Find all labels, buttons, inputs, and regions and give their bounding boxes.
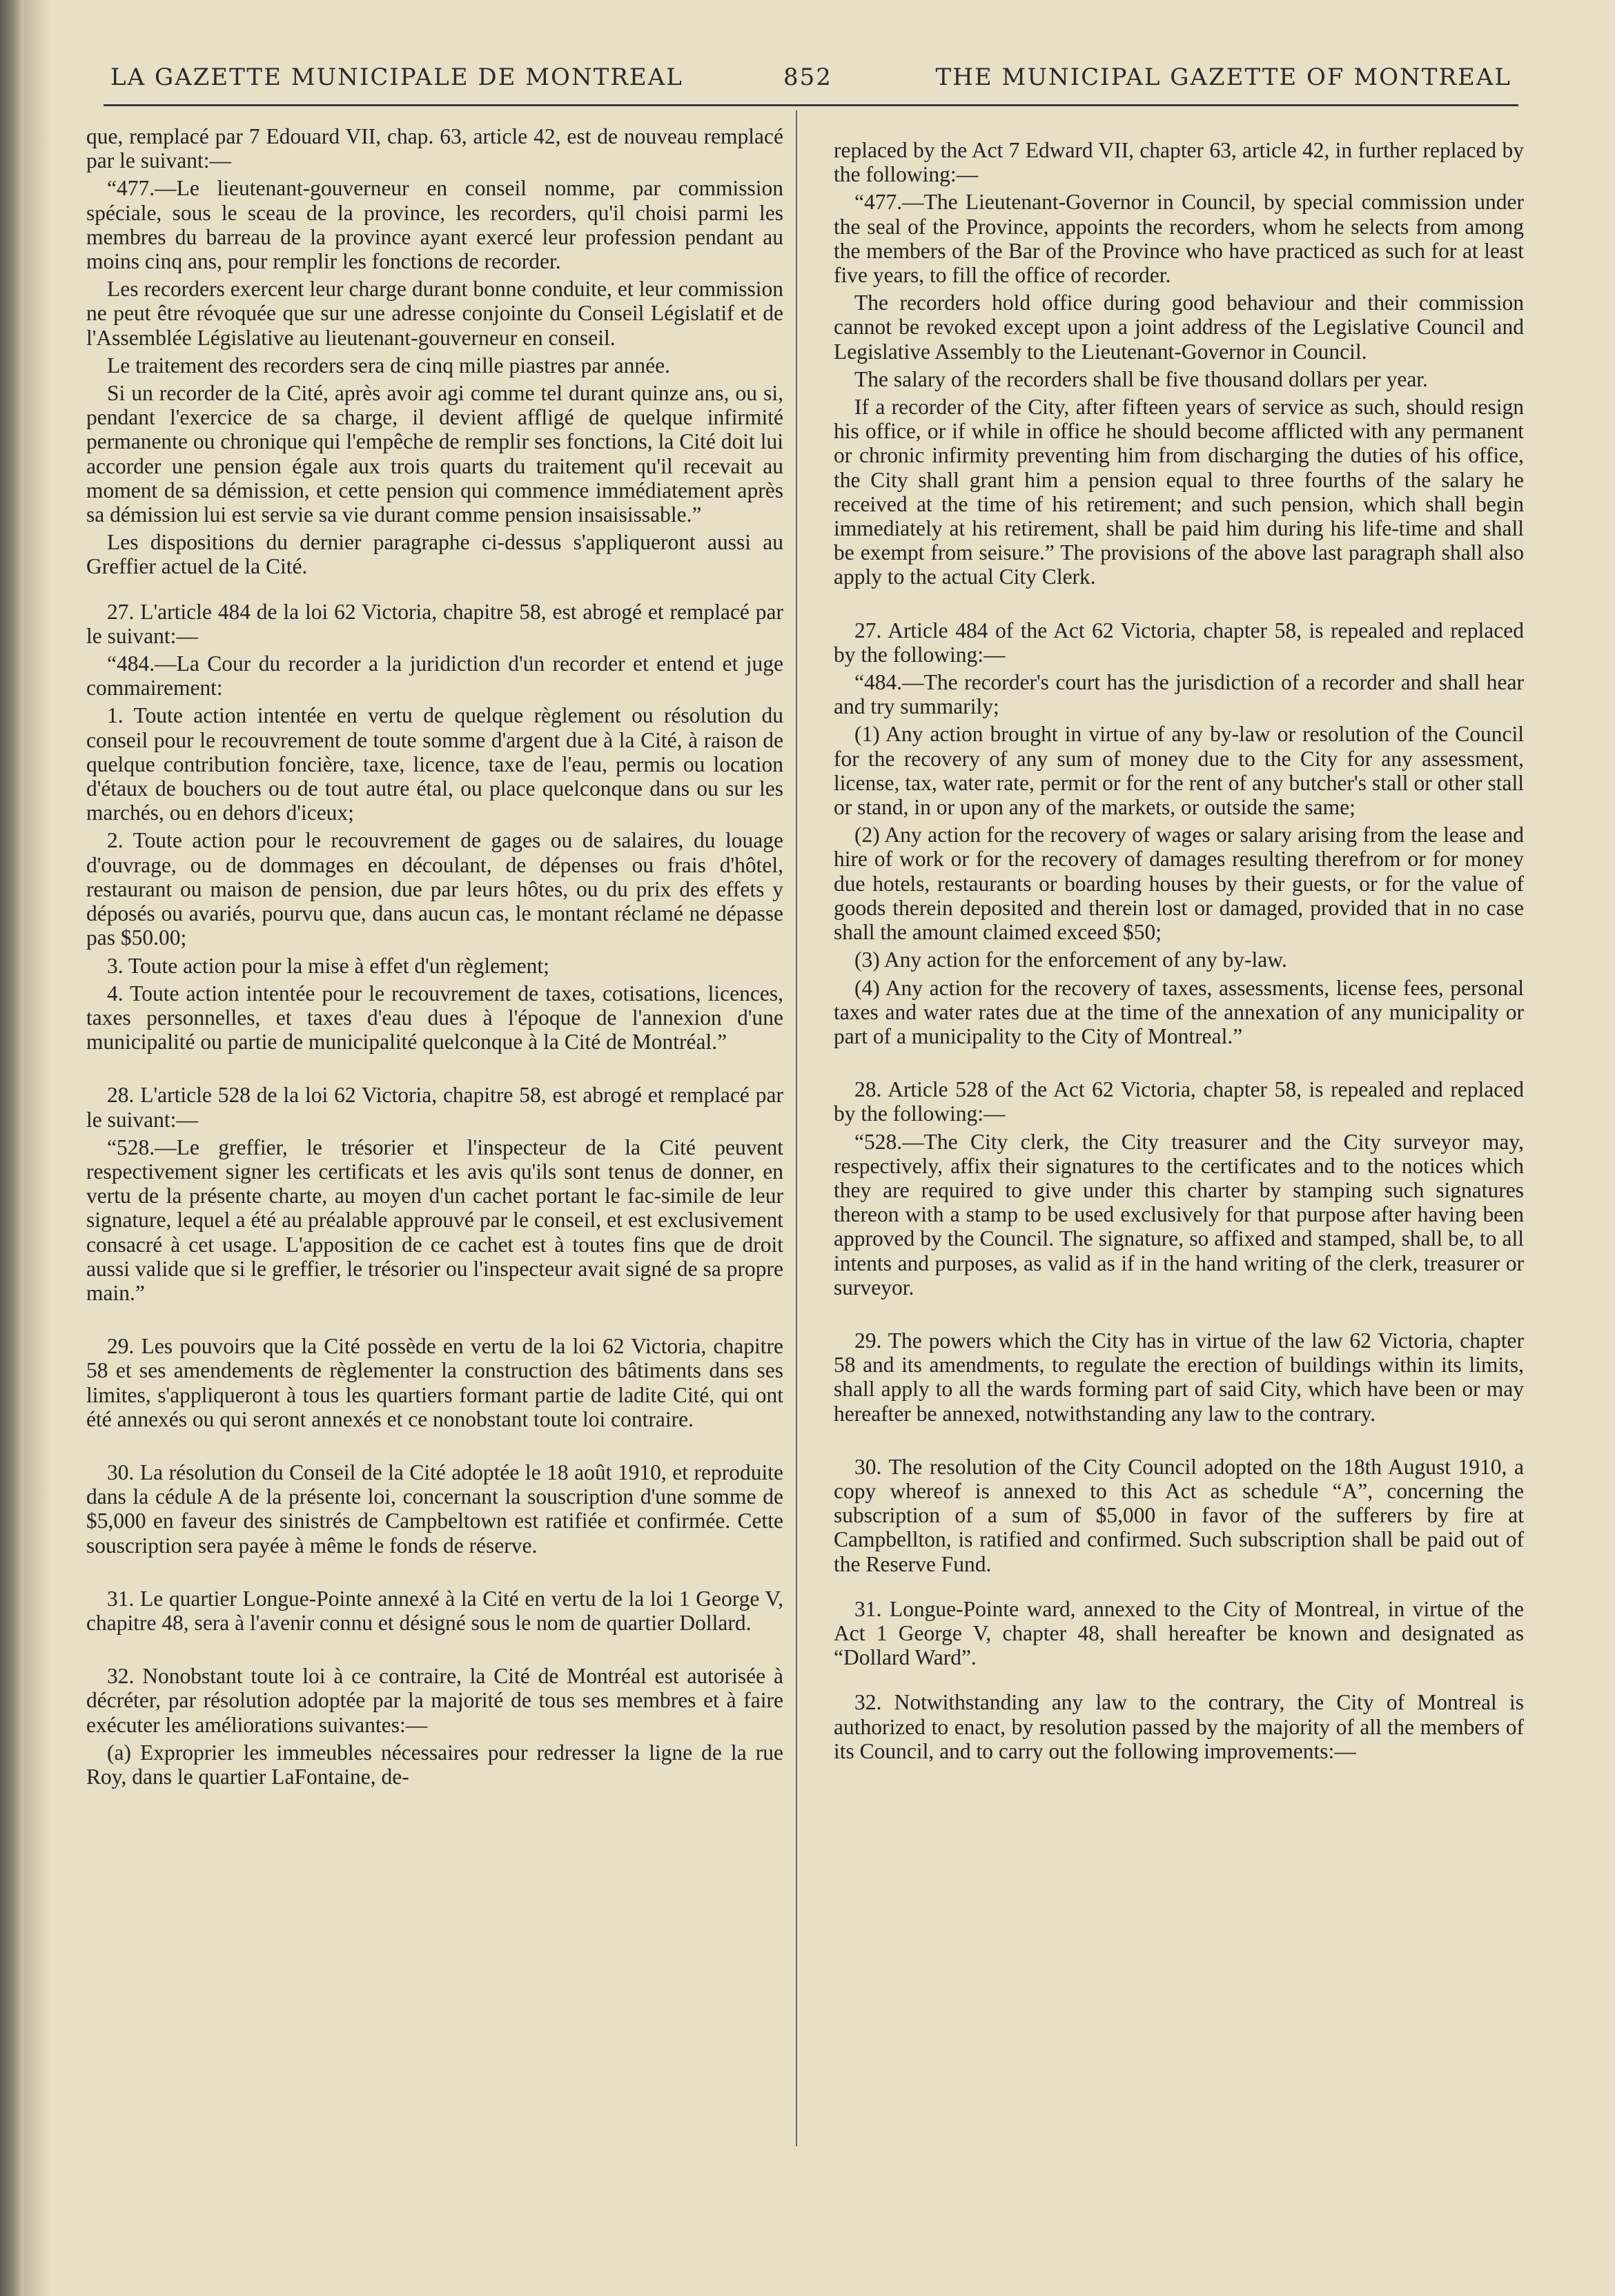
paragraph: “477.—The Lieutenant-Governor in Council, by special commission under the seal of the Province, appoints the recorders, whom he selects from among the members of the Bar of the Province who have practiced as such for at least five years, to fill the office of recorder. xyxy=(834,190,1524,288)
section-28: 28. Article 528 of the Act 62 Victoria, chapter 58, is repealed and replaced by the following:— xyxy=(834,1077,1524,1126)
section-32: 32. Notwithstanding any law to the contrary, the City of Montreal is authorized to enact, by resolution passed by the majority of all the members of its Council, and to carry out the following improvements:— xyxy=(834,1690,1524,1763)
paragraph: If a recorder of the City, after fifteen years of service as such, should resign his office, or if while in office he should become afflicted with any permanent or chronic infirmity preventing him from discharging the duties of his office, the City shall grant him a pension equal to three fourths of the salary he received at the time of his retirement; and such pension, which shall begin immediately at his retirement, shall be paid him during his life-time and shall be exempt from seisure.” The provisions of the above last paragraph shall also apply to the actual City Clerk. xyxy=(834,395,1524,589)
section-27: 27. L'article 484 de la loi 62 Victoria, chapitre 58, est abrogé et remplacé par le suivant:— xyxy=(86,599,783,648)
french-column xyxy=(86,124,783,1792)
paragraph: Les dispositions du dernier paragraphe ci-dessus s'appliqueront aussi au Greffier actuel de la Cité. xyxy=(86,530,783,579)
paragraph: Le traitement des recorders sera de cinq mille piastres par année. xyxy=(107,353,671,377)
section-28: 28. L'article 528 de la loi 62 Victoria, chapitre 58, est abrogé et remplacé par le suivant:— xyxy=(86,1083,783,1132)
section-31: 31. Longue-Pointe ward, annexed to the City of Montreal, in virtue of the Act 1 George V, chapter 48, shall hereafter be known and designated as “Dollard Ward”. xyxy=(834,1596,1524,1670)
paragraph: Si un recorder de la Cité, après avoir agi comme tel durant quinze ans, ou si, pendant l'exercice de sa charge, il devient affligé de quelque infirmité permanente ou chronique qui l'empêche de remplir ses fonctions, la Cité doit lui accorder une pension égale aux trois quarts du traitement qu'il recevait au moment de sa démission, et cette pension qui commence immédiatement après sa démission lui est servie sa vie durant comme pension insaisissable.” xyxy=(86,381,783,527)
column-divider xyxy=(796,110,797,2146)
paragraph: que, remplacé par 7 Edouard VII, chap. 63, article 42, est de nouveau remplacé par le suivant:— xyxy=(86,124,783,173)
header-english-title: THE MUNICIPAL GAZETTE OF MONTREAL xyxy=(935,63,1511,91)
section-29: 29. Les pouvoirs que la Cité possède en vertu de la loi 62 Victoria, chapitre 58 et ses amendements de règlementer la construction des bâtiments dans ses limites, s'appliqueront à tous les quartiers formant partie de ladite Cité, qui ont été annexés ou qui seront annexés et ce nonobstant toute loi contraire. xyxy=(86,1334,783,1431)
paragraph: “477.—Le lieutenant-gouverneur en conseil nomme, par commission spéciale, sous le sceau de la province, les recorders, qu'il choisi parmi les membres du barreau de la province ayant exercé leur profession pendant au moins cinq ans, pour remplir les fonctions de recorder. xyxy=(86,176,783,274)
paragraph: replaced by the Act 7 Edward VII, chapter 63, article 42, in further replaced by the following:— xyxy=(834,138,1524,187)
paragraph: “484.—La Cour du recorder a la juridiction d'un recorder et entend et juge commairement: xyxy=(86,651,783,700)
header-rule xyxy=(104,104,1518,106)
section-30: 30. The resolution of the City Council adopted on the 18th August 1910, a copy whereof is annexed to this Act as schedule “A”, concerning the subscription of a sum of $5,000 in favor of the sufferers by fire at Campbellton, is ratified and confirmed. Such subscription shall be paid out of the Reserve Fund. xyxy=(834,1454,1524,1576)
page-number: 852 xyxy=(783,63,832,91)
running-header xyxy=(110,55,1511,104)
paragraph: (a) Exproprier les immeubles nécessaires pour redresser la ligne de la rue Roy, dans le quartier LaFontaine, de- xyxy=(86,1740,783,1789)
section-27: 27. Article 484 of the Act 62 Victoria, chapter 58, is repealed and replaced by the following:— xyxy=(834,618,1524,667)
section-32: 32. Nonobstant toute loi à ce contraire, la Cité de Montréal est autorisée à décréter, par résolution adoptée par la majorité de tous ses membres et à faire exécuter les améliorations suivantes:— xyxy=(86,1664,783,1737)
paragraph: 2. Toute action pour le recouvrement de gages ou de salaires, du louage d'ouvrage, ou de dommages en découlant, de dépenses ou frais d'hôtel, restaurant ou maison de pension, due par leurs hôtes, ou du prix des effets y déposés ou avariés, pourvu que, dans aucun cas, le montant réclamé ne dépasse pas $50.00; xyxy=(86,828,783,950)
english-column xyxy=(834,138,1524,1767)
section-31: 31. Le quartier Longue-Pointe annexé à la Cité en vertu de la loi 1 George V, chapitre 48, sera à l'avenir connu et désigné sous le nom de quartier Dollard. xyxy=(86,1586,783,1635)
paragraph: “528.—Le greffier, le trésorier et l'inspecteur de la Cité peuvent respectivement signer les certificats et les avis qu'ils sont tenus de donner, en vertu de la présente charte, au moyen d'un cachet portant le fac-simile de leur signature, lequel a été au préalable approuvé par le conseil, et est exclusivement consacré à cet usage. L'apposition de ce cachet est à toutes fins que de droit aussi valide que si le greffier, le trésorier ou l'inspecteur avait signé de sa propre main.” xyxy=(86,1135,783,1305)
paragraph: The salary of the recorders shall be five thousand dollars per year. xyxy=(854,366,1428,391)
paragraph: Les recorders exercent leur charge durant bonne conduite, et leur commission ne peut être révoquée que sur une adresse conjointe du Conseil Législatif et de l'Assemblée Législative au lieutenant-gouverneur en conseil. xyxy=(86,277,783,350)
paragraph: “528.—The City clerk, the City treasurer and the City surveyor may, respectively, affix their signatures to the certificates and to the notices which they are required to give under this charter by stamping such signatures thereon with a stamp to be used exclusively for that purpose after having been approved by the Council. The signature, so affixed and stamped, shall be, to all intents and purposes, as valid as if in the hand writing of the clerk, treasurer or surveyor. xyxy=(834,1129,1524,1299)
paragraph: 3. Toute action pour la mise à effet d'un règlement; xyxy=(107,953,549,978)
paragraph: 4. Toute action intentée pour le recouvrement de taxes, cotisations, licences, taxes personnelles, et taxes d'eau dues à l'époque de l'annexion d'une municipalité ou partie de municipalité quelconque à la Cité de Montréal.” xyxy=(86,981,783,1054)
section-30: 30. La résolution du Conseil de la Cité adoptée le 18 août 1910, et reproduite dans la cédule A de la présente loi, concernant la souscription d'une somme de $5,000 en faveur des sinistrés de Campbeltown est ratifiée et confirmée. Cette souscription sera payée à même le fonds de réserve. xyxy=(86,1460,783,1558)
header-french-title: LA GAZETTE MUNICIPALE DE MONTREAL xyxy=(110,63,683,91)
paragraph: (3) Any action for the enforcement of any by-law. xyxy=(854,948,1287,972)
paragraph: The recorders hold office during good behaviour and their commission cannot be revoked except upon a joint address of the Legislative Council and Legislative Assembly to the Lieutenant-Governor in Council. xyxy=(834,291,1524,364)
paragraph: (2) Any action for the recovery of wages or salary arising from the lease and hire of work or for the recovery of damages resulting therefrom or for money due hotels, restaurants or boarding houses by their guests, or for the value of goods therein deposited and therein lost or damaged, provided that in no case shall the amount claimed exceed $50; xyxy=(834,823,1524,945)
paragraph: “484.—The recorder's court has the jurisdiction of a recorder and shall hear and try summarily; xyxy=(834,670,1524,719)
section-29: 29. The powers which the City has in virtue of the law 62 Victoria, chapter 58 and its amendments, to regulate the erection of buildings within its limits, shall apply to all the wards forming part of said City, which have been or may hereafter be annexed, notwithstanding any law to the contrary. xyxy=(834,1328,1524,1426)
paragraph: (1) Any action brought in virtue of any by-law or resolution of the Council for the recovery of any sum of money due to the City for any assessment, license, tax, water rate, permit or for the rent of any butcher's stall or other stall or stand, in or upon any of the markets, or outside the same; xyxy=(834,722,1524,820)
paragraph: (4) Any action for the recovery of taxes, assessments, license fees, personal taxes and water rates due at the time of the annexation of any municipality or part of a municipality to the City of Montreal.” xyxy=(834,975,1524,1048)
paragraph: 1. Toute action intentée en vertu de quelque règlement ou résolution du conseil pour le recouvrement de toute somme d'argent due à la Cité, à raison de quelque contribution foncière, taxe, licence, taxe de l'eau, permis ou location d'étaux de bouchers ou de tout autre étal, ou place quelconque dans ou sur les marchés, ou en dehors d'iceux; xyxy=(86,703,783,825)
